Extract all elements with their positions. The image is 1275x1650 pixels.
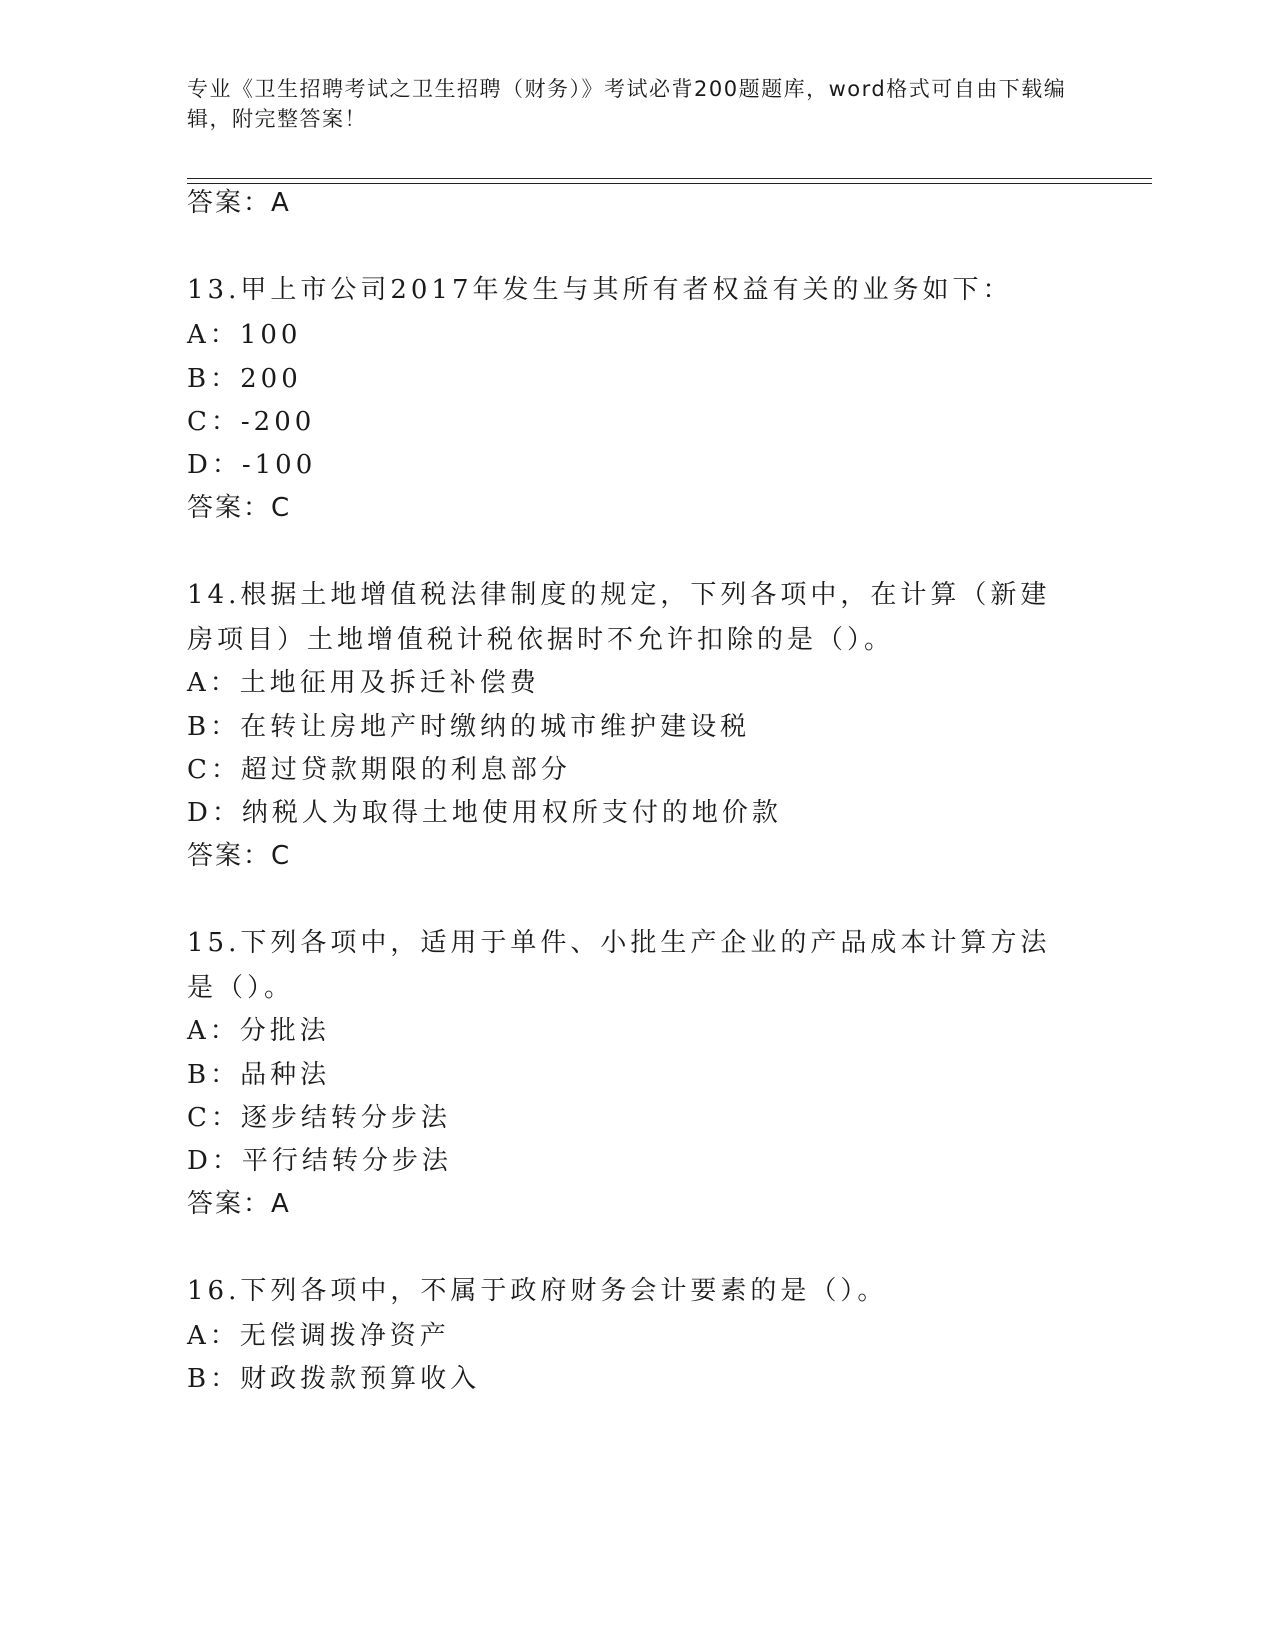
option-a: A：无偿调拨净资产 [187, 1321, 450, 1351]
option-b: B：财政拨款预算收入 [187, 1364, 481, 1394]
option-a: A：土地征用及拆迁补偿费 [187, 668, 540, 698]
answer-line: 答案：A [187, 188, 291, 218]
answer-line: 答案：C [187, 841, 292, 871]
header-divider-top [187, 178, 1152, 179]
question-stem: 13.甲上市公司2017年发生与其所有者权益有关的业务如下： [187, 275, 1013, 305]
option-a: A：分批法 [187, 1016, 330, 1046]
option-c: C：-200 [187, 407, 316, 437]
question-stem: 15.下列各项中，适用于单件、小批生产企业的产品成本计算方法是（）。 [187, 928, 1051, 1003]
question-stem: 16.下列各项中，不属于政府财务会计要素的是（）。 [187, 1276, 888, 1306]
option-d: D：纳税人为取得土地使用权所支付的地价款 [187, 798, 782, 828]
option-d: D：平行结转分步法 [187, 1146, 452, 1176]
option-b: B：品种法 [187, 1060, 331, 1090]
header-divider-bottom [187, 183, 1152, 184]
question-stem: 14.根据土地增值税法律制度的规定，下列各项中，在计算（新建房项目）土地增值税计税依据时不允许扣除的是（）。 [187, 580, 1051, 655]
option-c: C：超过贷款期限的利息部分 [187, 755, 571, 785]
document-header: 专业《卫生招聘考试之卫生招聘（财务）》考试必背200题题库，word格式可自由下载编辑，附完整答案！ [187, 77, 1067, 131]
option-b: B：200 [187, 364, 302, 394]
answer-line: 答案：A [187, 1189, 291, 1219]
answer-line: 答案：C [187, 493, 292, 523]
option-b: B：在转让房地产时缴纳的城市维护建设税 [187, 712, 751, 742]
option-a: A：100 [187, 320, 302, 350]
option-c: C：逐步结转分步法 [187, 1103, 451, 1133]
option-d: D：-100 [187, 450, 317, 480]
